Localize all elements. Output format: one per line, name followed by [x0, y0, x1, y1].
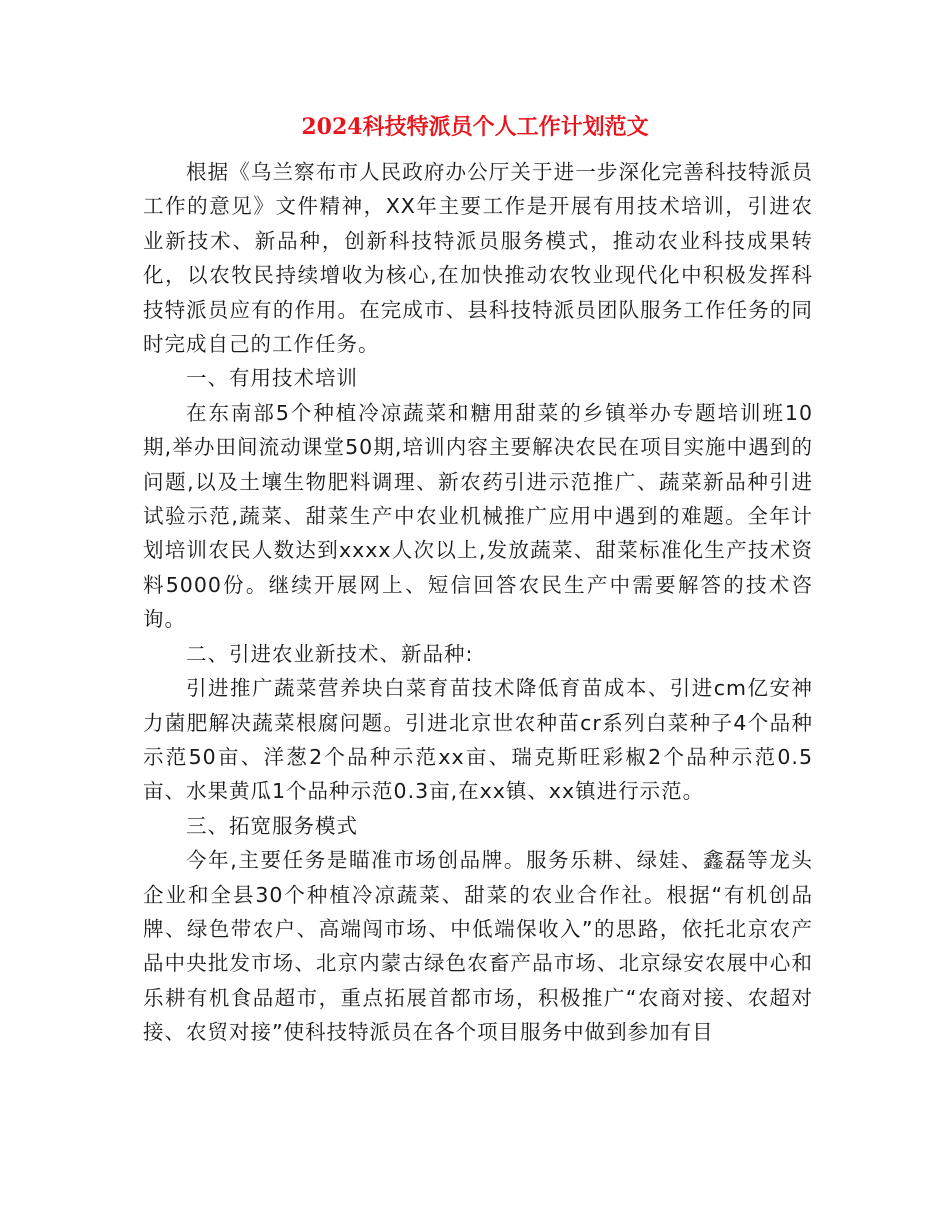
- document-body: [143, 155, 813, 1050]
- paragraph-training: 在东南部5个种植冷凉蔬菜和糖用甜菜的乡镇举办专题培训班10期,举办田间流动课堂50期,培训内容主要解决农民在项目实施中遇到的问题,以及土壤生物肥料调理、新农药引进示范推广、蔬菜新品种引进试验示范,蔬菜、甜菜生产中农业机械推广应用中遇到的难题。全年计划培训农民人数达到xxxx人次以上,发放蔬菜、甜菜标准化生产技术资料5000份。继续开展网上、短信回答农民生产中需要解答的技术咨询。: [143, 400, 813, 632]
- paragraph-service-mode: 今年,主要任务是瞄准市场创品牌。服务乐耕、绿娃、鑫磊等龙头企业和全县30个种植冷凉蔬菜、甜菜的农业合作社。根据“有机创品牌、绿色带农户、高端闯市场、中低端保收入”的思路，依托北京农产品中央批发市场、北京内蒙古绿色农畜产品市场、北京绿安农展中心和乐耕有机食品超市，重点拓展首都市场，积极推广“农商对接、农超对接、农贸对接”使科技特派员在各个项目服务中做到参加有目: [143, 848, 813, 1045]
- paragraph-new-tech: 引进推广蔬菜营养块白菜育苗技术降低育苗成本、引进cm亿安神力菌肥解决蔬菜根腐问题。引进北京世农种苗cr系列白菜种子4个品种示范50亩、洋葱2个品种示范xx亩、瑞克斯旺彩椒2个品种示范0.5亩、水果黄瓜1个品种示范0.3亩,在xx镇、xx镇进行示范。: [143, 676, 813, 804]
- section-heading-training: 一、有用技术培训: [186, 366, 359, 391]
- section-heading-new-tech: 二、引进农业新技术、新品种:: [186, 641, 474, 666]
- document-title: 2024科技特派员个人工作计划范文: [301, 114, 649, 140]
- section-heading-service-mode: 三、拓宽服务模式: [186, 813, 359, 838]
- paragraph-intro: 根据《乌兰察布市人民政府办公厅关于进一步深化完善科技特派员工作的意见》文件精神，XX年主要工作是开展有用技术培训，引进农业新技术、新品种，创新科技特派员服务模式，推动农业科技成果转化，以农牧民持续增收为核心,在加快推动农牧业现代化中积极发挥科技特派员应有的作用。在完成市、县科技特派员团队服务工作任务的同时完成自己的工作任务。: [143, 160, 813, 357]
